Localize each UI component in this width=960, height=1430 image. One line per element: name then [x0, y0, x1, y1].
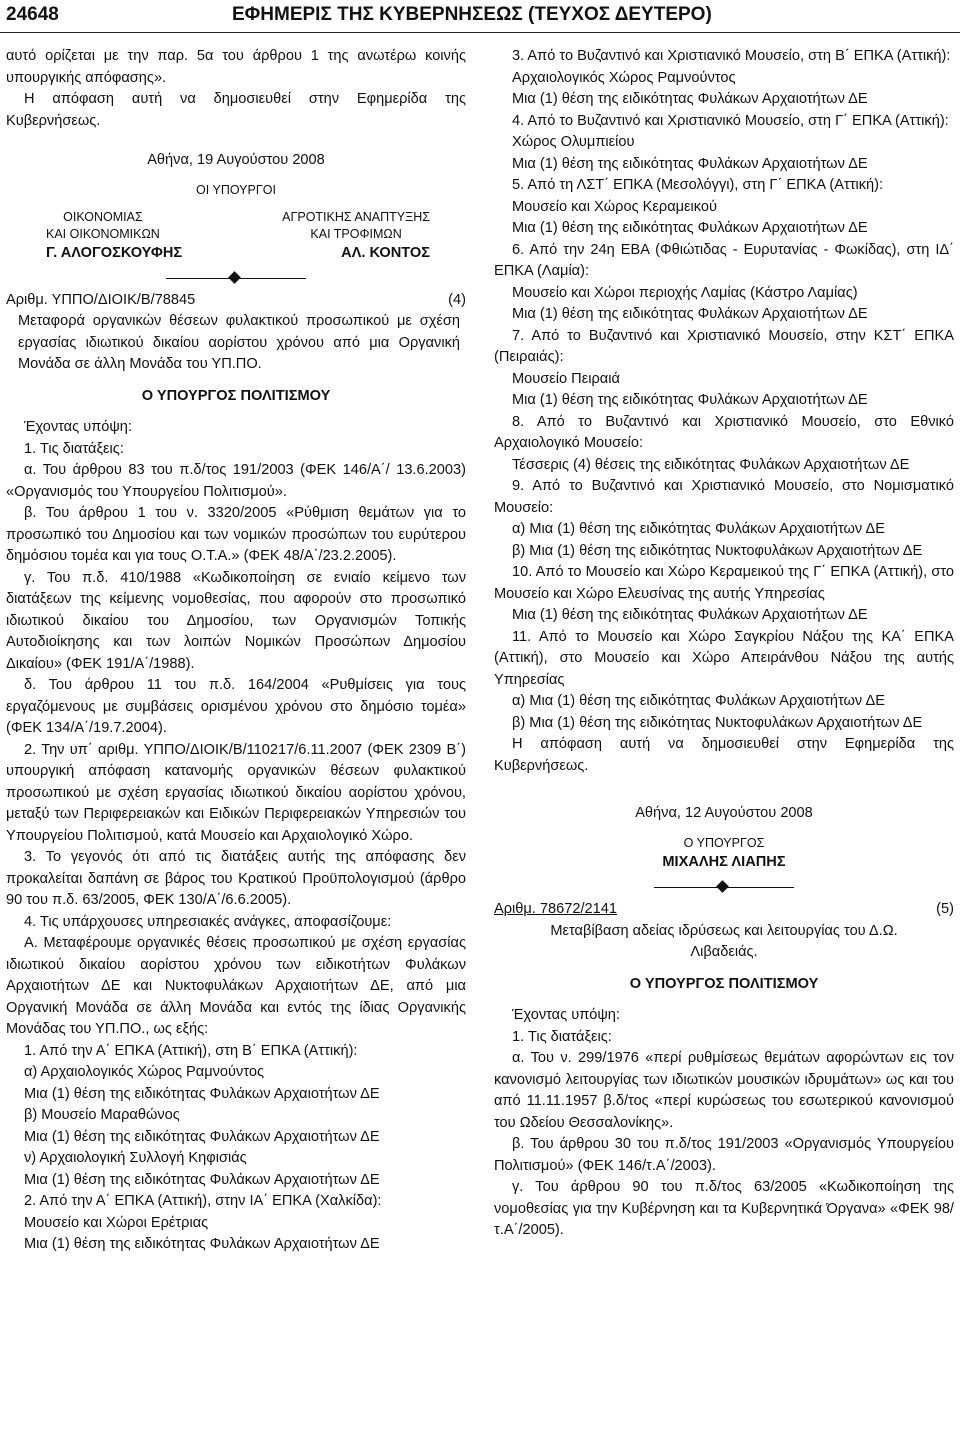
body-paragraph: 6. Από την 24η ΕΒΑ (Φθιώτιδας - Ευρυτανίας - Φωκίδας), στη ΙΔ΄ ΕΠΚΑ (Λαμία):: [494, 241, 954, 279]
body-paragraph: ν) Αρχαιολογική Συλλογή Κηφισιάς: [24, 1150, 247, 1166]
body-paragraph: Η απόφαση αυτή να δημοσιευθεί στην Εφημερίδα της Κυβερνήσεως.: [494, 736, 954, 774]
signing-date: Αθήνα, 12 Αυγούστου 2008: [635, 805, 813, 821]
body-paragraph: 2. Την υπ΄ αριθμ. ΥΠΠΟ/ΔΙΟΙΚ/Β/110217/6.11.2007 (ΦΕΚ 2309 Β΄) υπουργική απόφαση κατανομής οργανικών θέσεων φυλακτικού προσωπικού με σχέση εργασίας ιδιωτικού δικαίου αορίστου χρόνου, μεταξύ των Περιφερειακών και Ειδικών Περιφερειακών Υπηρεσιών του Υπουργείου Πολιτισμού, κατά Μουσείο και Αρχαιολογικό Χώρο.: [6, 741, 466, 844]
body-paragraph: Μια (1) θέση της ειδικότητας Φυλάκων Αρχαιοτήτων ΔΕ: [24, 1085, 380, 1102]
body-paragraph: 10. Από το Μουσείο και Χώρο Κεραμεικού της Γ΄ ΕΠΚΑ (Αττική), στο Μουσείο και Χώρο Ελευσίνας της αυτής Υπηρεσίας: [494, 564, 954, 602]
page-number: 24648: [6, 4, 59, 25]
minister-name: Γ. ΑΛΟΓΟΣΚΟΥΦΗΣ: [46, 244, 183, 261]
body-paragraph: 3. Από το Βυζαντινό και Χριστιανικό Μουσείο, στη Β΄ ΕΠΚΑ (Αττική):: [512, 48, 951, 64]
body-paragraph: Α. Μεταφέρουμε οργανικές θέσεις προσωπικού με σχέση εργασίας ιδιωτικού δικαίου αορίστου χρόνου των ειδικοτήτων Φυλάκων Αρχαιοτήτων ΔΕ και Νυκτοφυλάκων Αρχαιοτήτων ΔΕ, από μια Οργανική Μονάδα σε άλλη Μονάδα και εντός της ίδιας Οργανικής Μονάδας του ΥΠ.ΠΟ., ως εξής:: [6, 935, 466, 1037]
intro-paragraph: αυτό ορίζεται με την παρ. 5α του άρθρου 1 της ανωτέρω κοινής υπουργικής απόφασης».: [6, 48, 466, 86]
decision-title: Μεταφορά οργανικών θέσεων φυλακτικού προσωπικού με σχέση εργασίας ιδιωτικού δικαίου αορίστου χρόνου από μια Οργανική Μονάδα σε άλλη Μονάδα του ΥΠ.ΠΟ.: [18, 313, 460, 372]
decision-number: Αριθμ. ΥΠΠΟ/ΔΙΟΙΚ/Β/78845: [6, 291, 196, 308]
body-paragraph: β. Του άρθρου 1 του ν. 3320/2005 «Ρύθμιση θεμάτων για το προσωπικό του Δημοσίου και των νομικών προσώπων του ευρύτερου δημόσιου τομέα και για τους Ο.Τ.Α.» (ΦΕΚ 48/Α΄/23.2.2005).: [6, 505, 466, 564]
body-paragraph: 2. Από την Α΄ ΕΠΚΑ (Αττική), στην ΙΑ΄ ΕΠΚΑ (Χαλκίδα):: [24, 1193, 382, 1209]
body-paragraph: Μια (1) θέση της ειδικότητας Φυλάκων Αρχαιοτήτων ΔΕ: [512, 91, 868, 107]
body-paragraph: Μουσείο και Χώροι Ερέτριας: [24, 1214, 209, 1231]
body-paragraph: β) Μουσείο Μαραθώνος: [24, 1107, 180, 1123]
diamond-icon: [228, 271, 241, 284]
body-paragraph: β. Του άρθρου 30 του π.δ/τος 191/2003 «Οργανισμός Υπουργείου Πολιτισμού» (ΦΕΚ 146/τ.Α΄/2003).: [494, 1136, 954, 1174]
decision-heading: [494, 899, 954, 921]
page-header: [0, 0, 960, 32]
signatories-names: [6, 243, 466, 264]
body-paragraph: Μουσείο και Χώρος Κεραμεικού: [512, 198, 718, 215]
decision-sequence: (5): [936, 901, 954, 917]
body-paragraph: γ. Του άρθρου 90 του π.δ/τος 63/2005 «Κωδικοποίηση της νομοθεσίας για την Κυβέρνηση και τα Κυβερνητικά Όργανα» «ΦΕΚ 98/τ.Α΄/2005).: [494, 1179, 954, 1238]
body-paragraph: 11. Από το Μουσείο και Χώρο Σαγκρίου Νάξου της ΚΑ΄ ΕΠΚΑ (Αττική), στο Μουσείο και Χώρο Απειράνθου Νάξου της αυτής Υπηρεσίας: [494, 628, 954, 688]
body-paragraph: α) Μια (1) θέση της ειδικότητας Φυλάκων Αρχαιοτήτων ΔΕ: [512, 693, 885, 709]
body-paragraph: Τέσσερις (4) θέσεις της ειδικότητας Φυλάκων Αρχαιοτήτων ΔΕ: [512, 456, 910, 473]
minister-role: Ο ΥΠΟΥΡΓΟΣ: [683, 835, 765, 850]
decision-sequence: (4): [448, 291, 466, 308]
body-paragraph: Έχοντας υπόψη:: [512, 1007, 620, 1023]
body-paragraph: Μια (1) θέση της ειδικότητας Φυλάκων Αρχαιοτήτων ΔΕ: [512, 220, 868, 236]
minister-role-line: ΟΙΚΟΝΟΜΙΑΣ: [63, 209, 143, 224]
body-paragraph: Μια (1) θέση της ειδικότητας Φυλάκων Αρχαιοτήτων ΔΕ: [24, 1128, 380, 1145]
minister-name: ΑΛ. ΚΟΝΤΟΣ: [341, 244, 430, 261]
signing-date: Αθήνα, 19 Αυγούστου 2008: [147, 152, 325, 168]
body-paragraph: Μια (1) θέση της ειδικότητας Φυλάκων Αρχαιοτήτων ΔΕ: [512, 306, 868, 322]
decision-heading: [6, 290, 466, 312]
body-paragraph: Μια (1) θέση της ειδικότητας Φυλάκων Αρχαιοτήτων ΔΕ: [512, 607, 868, 623]
body-paragraph: δ. Του άρθρου 11 του π.δ. 164/2004 «Ρυθμίσεις για τους εργαζόμενους με συμβάσεις ορισμένου χρόνου στο δημόσιο τομέα» (ΦΕΚ 134/Α΄/19.7.2004).: [6, 677, 466, 736]
minister-name: ΜΙΧΑΛΗΣ ΛΙΑΠΗΣ: [662, 853, 786, 870]
body-paragraph: α. Του άρθρου 83 του π.δ/τος 191/2003 (ΦΕΚ 146/Α΄/ 13.6.2003) «Οργανισμός του Υπουργείου Πολιτισμού».: [6, 462, 466, 500]
section-ornament: [166, 272, 306, 286]
decision-title: Μεταβίβαση αδείας ιδρύσεως και λειτουργίας του Δ.Ω. Λιβαδειάς.: [550, 922, 898, 960]
header-rule: [0, 32, 960, 33]
body-paragraph: Μια (1) θέση της ειδικότητας Φυλάκων Αρχαιοτήτων ΔΕ: [24, 1236, 380, 1252]
body-paragraph: 7. Από το Βυζαντινό και Χριστιανικό Μουσείο, στην ΚΣΤ΄ ΕΠΚΑ (Πειραιάς):: [494, 327, 954, 365]
body-paragraph: β) Μια (1) θέση της ειδικότητας Νυκτοφυλάκων Αρχαιοτήτων ΔΕ: [512, 542, 923, 559]
intro-paragraph: Η απόφαση αυτή να δημοσιευθεί στην Εφημερίδα της Κυβερνήσεως.: [6, 91, 466, 129]
body-paragraph: Αρχαιολογικός Χώρος Ραμνούντος: [512, 69, 736, 86]
body-paragraph: 4. Από το Βυζαντινό και Χριστιανικό Μουσείο, στη Γ΄ ΕΠΚΑ (Αττική):: [512, 112, 949, 129]
body-paragraph: 1. Τις διατάξεις:: [512, 1028, 612, 1045]
body-paragraph: Μια (1) θέση της ειδικότητας Φυλάκων Αρχαιοτήτων ΔΕ: [512, 392, 868, 408]
body-paragraph: α) Αρχαιολογικός Χώρος Ραμνούντος: [24, 1064, 265, 1080]
right-column: [494, 46, 954, 1242]
body-paragraph: α. Του ν. 299/1976 «περί ρυθμίσεως θεμάτων αφορώντων εις τον κανονισμό λειτουργίας των ιδιωτικών μουσικών ιδρυμάτων» ως και του από 11.11.1957 β.δ/τος «περί κυρώσεως του εσωτερικού κανονισμού του Ωδείου Θεσσαλονίκης».: [494, 1050, 954, 1131]
body-paragraph: Μουσείο Πειραιά: [512, 370, 620, 387]
body-paragraph: γ. Του π.δ. 410/1988 «Κωδικοποίηση σε ενιαίο κείμενο των διατάξεων της κείμενης νομοθεσίας, που αφορούν στο προσωπικό ιδιωτικού δικαίου του Δημοσίου, των Οργανισμών Τοπικής Αυτοδιοίκησης και των λοιπών Νομικών Προσώπων Δημοσίου Δικαίου» (ΦΕΚ 191/Α΄/1988).: [6, 569, 466, 672]
body-paragraph: α) Μια (1) θέση της ειδικότητας Φυλάκων Αρχαιοτήτων ΔΕ: [512, 521, 885, 537]
body-paragraph: Μια (1) θέση της ειδικότητας Φυλάκων Αρχαιοτήτων ΔΕ: [512, 155, 868, 172]
body-paragraph: Μουσείο και Χώροι περιοχής Λαμίας (Κάστρο Λαμίας): [512, 284, 858, 301]
body-paragraph: Χώρος Ολυμπιείου: [512, 134, 635, 150]
body-paragraph: 8. Από το Βυζαντινό και Χριστιανικό Μουσείο, στο Εθνικό Αρχαιολογικό Μουσείο:: [494, 413, 954, 451]
signatories-roles: [6, 209, 466, 243]
minister-role-line: ΑΓΡΟΤΙΚΗΣ ΑΝΑΠΤΥΞΗΣ: [282, 209, 430, 224]
body-paragraph: Μια (1) θέση της ειδικότητας Φυλάκων Αρχαιοτήτων ΔΕ: [24, 1171, 380, 1188]
body-paragraph: 1. Τις διατάξεις:: [24, 440, 124, 457]
minister-heading: Ο ΥΠΟΥΡΓΟΣ ΠΟΛΙΤΙΣΜΟΥ: [141, 387, 331, 404]
minister-heading: Ο ΥΠΟΥΡΓΟΣ ΠΟΛΙΤΙΣΜΟΥ: [629, 975, 819, 992]
minister-role-line: ΚΑΙ ΟΙΚΟΝΟΜΙΚΩΝ: [46, 226, 160, 241]
body-paragraph: 9. Από το Βυζαντινό και Χριστιανικό Μουσείο, στο Νομισματικό Μουσείο:: [494, 478, 954, 516]
body-paragraph: 4. Τις υπάρχουσες υπηρεσιακές ανάγκες, αποφασίζουμε:: [24, 913, 392, 930]
diamond-icon: [716, 880, 729, 893]
gazette-title: ΕΦΗΜΕΡΙΣ ΤΗΣ ΚΥΒΕΡΝΗΣΕΩΣ (ΤΕΥΧΟΣ ΔΕΥΤΕΡΟ): [232, 4, 712, 25]
decision-number: Αριθμ. 78672/2141: [494, 901, 618, 917]
ministers-title: ΟΙ ΥΠΟΥΡΓΟΙ: [196, 182, 276, 197]
body-paragraph: 5. Από τη ΛΣΤ΄ ΕΠΚΑ (Μεσολόγγι), στη Γ΄ ΕΠΚΑ (Αττική):: [512, 177, 884, 193]
body-paragraph: 1. Από την Α΄ ΕΠΚΑ (Αττική), στη Β΄ ΕΠΚΑ (Αττική):: [24, 1042, 358, 1059]
left-column: [6, 46, 466, 1256]
body-paragraph: β) Μια (1) θέση της ειδικότητας Νυκτοφυλάκων Αρχαιοτήτων ΔΕ: [512, 714, 923, 731]
section-ornament: [654, 881, 794, 895]
body-paragraph: Έχοντας υπόψη:: [24, 419, 132, 435]
body-paragraph: 3. Το γεγονός ότι από τις διατάξεις αυτής της απόφασης δεν προκαλείται δαπάνη σε βάρος του Κρατικού Προϋπολογισμού (άρθρο 90 του π.δ. 63/2005, ΦΕΚ 130/Α΄/6.6.2005).: [6, 849, 466, 908]
minister-role-line: ΚΑΙ ΤΡΟΦΙΜΩΝ: [310, 226, 402, 241]
